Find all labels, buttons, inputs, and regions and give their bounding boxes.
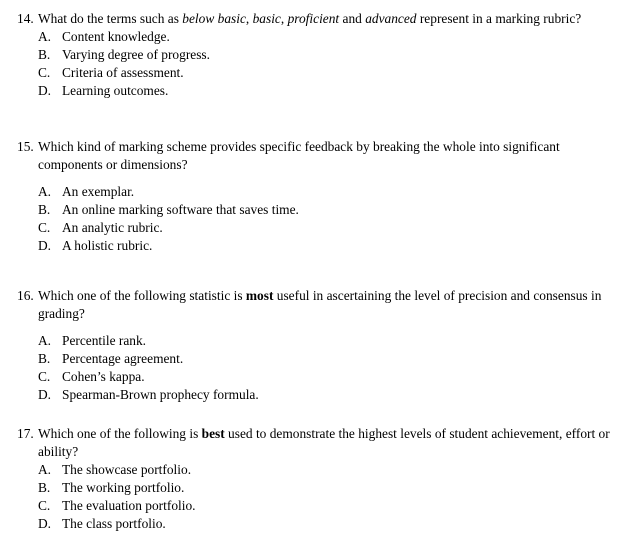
- question-stem: [17, 287, 617, 323]
- option-a: A. Percentile rank.: [38, 333, 147, 348]
- question-text: What do the terms such as below basic, basic, proficient and advanced represent in a marking rubric?: [38, 11, 582, 26]
- option-c: C. Cohen’s kappa.: [38, 369, 145, 384]
- question-stem: [17, 10, 617, 28]
- question-number: 16.: [17, 288, 34, 303]
- option-d: D. A holistic rubric.: [38, 238, 153, 253]
- option-d: D. The class portfolio.: [38, 516, 166, 531]
- question-14: [17, 10, 617, 100]
- option-a: A. The showcase portfolio.: [38, 462, 192, 477]
- question-text: Which one of the following statistic is most useful in ascertaining the level of precision and consensus in grading?: [38, 288, 602, 321]
- option-b: B. The working portfolio.: [38, 480, 185, 495]
- option-a: A. Content knowledge.: [38, 29, 170, 44]
- question-16: [17, 287, 617, 404]
- option-list: [38, 461, 617, 533]
- question-stem: [17, 425, 617, 461]
- option-d: D. Spearman-Brown prophecy formula.: [38, 387, 259, 402]
- option-b: B. Varying degree of progress.: [38, 47, 210, 62]
- option-list: [38, 332, 617, 404]
- option-b: B. Percentage agreement.: [38, 351, 184, 366]
- question-stem: [17, 138, 617, 174]
- option-a: A. An exemplar.: [38, 184, 135, 199]
- question-number: 14.: [17, 11, 34, 26]
- question-text: Which one of the following is best used to demonstrate the highest levels of student achievement, effort or ability?: [38, 426, 610, 459]
- question-17: [17, 425, 617, 533]
- option-c: C. The evaluation portfolio.: [38, 498, 196, 513]
- question-number: 17.: [17, 426, 34, 441]
- option-c: C. An analytic rubric.: [38, 220, 163, 235]
- option-b: B. An online marking software that saves time.: [38, 202, 299, 217]
- question-number: 15.: [17, 139, 34, 154]
- option-d: D. Learning outcomes.: [38, 83, 169, 98]
- option-c: C. Criteria of assessment.: [38, 65, 184, 80]
- question-text: Which kind of marking scheme provides specific feedback by breaking the whole into significant components or dimensions?: [38, 139, 560, 172]
- option-list: [38, 28, 617, 100]
- option-list: [38, 183, 617, 255]
- question-15: [17, 138, 617, 255]
